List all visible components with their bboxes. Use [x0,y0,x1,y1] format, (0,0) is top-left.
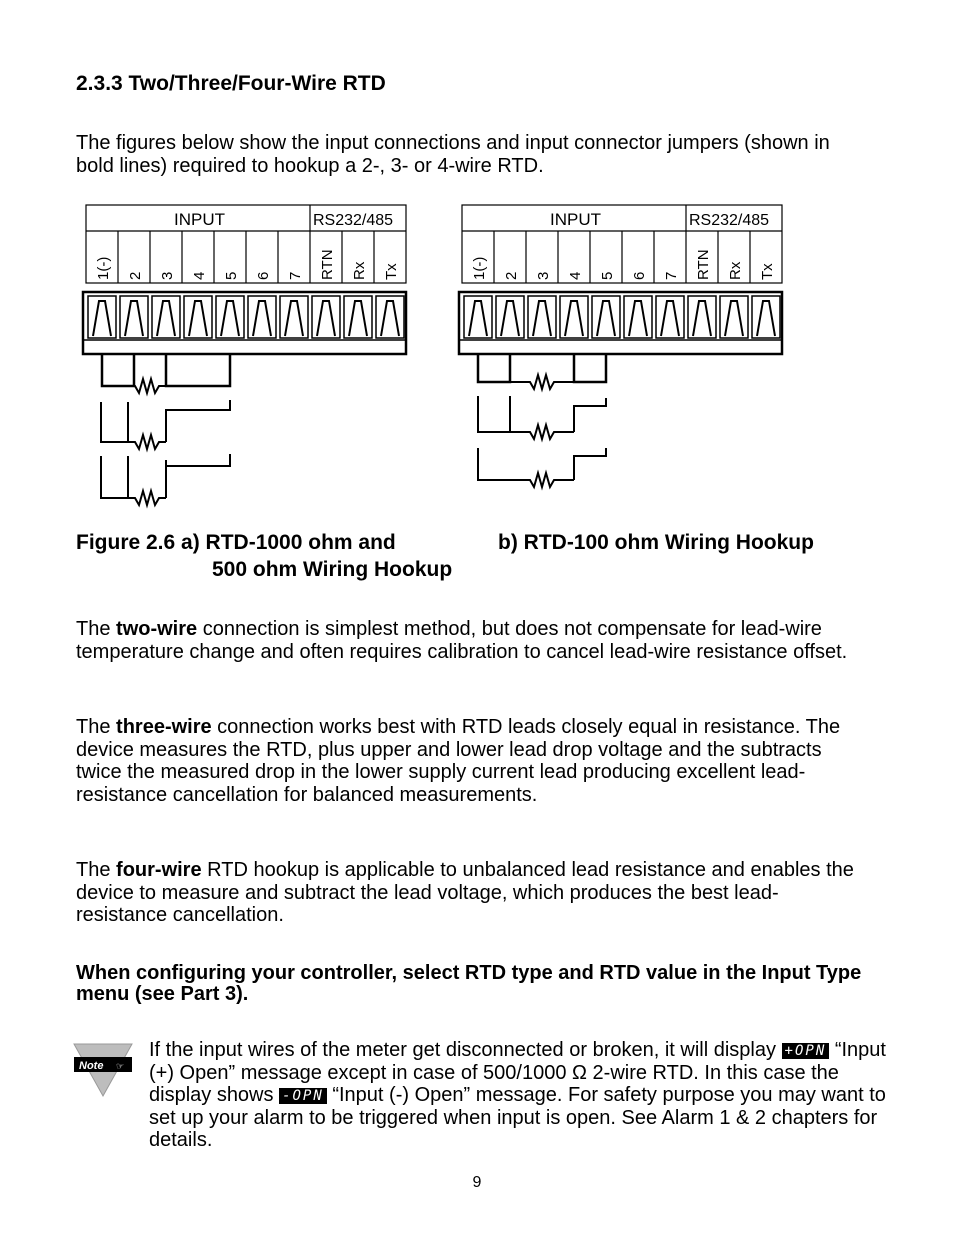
jumper-1-2 [102,354,134,386]
screw-terminal [344,296,372,338]
three-wire-text: connection works best with RTD leads closely equal in resistance. The device measures the RTD, plus upper and lower lead drop voltage and the subtracts twice the measured drop in the lower supply current lead producing excellent lead-resistance cancellation for balanced measurements. [76,716,841,806]
screw-terminal [120,296,148,338]
terminal-clamp [629,301,647,336]
figure-caption-a-line1: Figure 2.6 a) RTD-1000 ohm and [76,531,396,554]
three-wire-term: three-wire [116,716,212,738]
terminal-label: RTN [695,249,712,280]
terminal-label: 5 [223,271,240,280]
terminal-clamp [253,301,271,336]
jumper-wire [166,400,230,442]
jumper-wire [478,448,510,480]
screw-terminal [752,296,780,338]
terminal-clamp [381,301,399,336]
terminal-clamp [189,301,207,336]
note-text-2: “Input (+) Open” message except in case of 500/1000 Ω 2-wire RTD. In this case the display shows [149,1039,886,1106]
terminal-clamp [93,301,111,336]
rtd-resistor-symbol [510,473,574,487]
jumper-4-5 [574,354,606,382]
svg-text:Note: Note [79,1060,104,1072]
input-label: INPUT [550,210,601,229]
terminal-label: 3 [159,271,176,280]
screw-terminal [496,296,524,338]
config-note: When configuring your controller, select RTD type and RTD value in the Input Type menu (see Part 3). [76,962,862,1005]
screw-terminal [528,296,556,338]
terminal-label: Rx [351,261,368,280]
terminal-clamp [661,301,679,336]
terminal-clamp [725,301,743,336]
four-wire-paragraph [76,859,866,927]
terminal-clamp [501,301,519,336]
terminal-clamp [597,301,615,336]
intro-paragraph: The figures below show the input connections and input connector jumpers (shown in bold lines) required to hookup a 2-, 3- or 4-wire RTD. [76,132,830,177]
two-wire-pre: The [76,618,117,640]
jumper-wire [101,402,128,442]
terminal-label: 1(-) [471,256,488,280]
jumper-3-5 [166,354,230,386]
screw-terminal [656,296,684,338]
jumper-wire [101,456,128,498]
page-number: 9 [472,1174,482,1191]
screw-terminal [184,296,212,338]
figure-caption-b: b) RTD-100 ohm Wiring Hookup [498,531,814,554]
screw-terminal [280,296,308,338]
terminal-label: 7 [663,271,680,280]
terminal-label: Rx [727,261,744,280]
two-wire-paragraph [76,618,876,663]
section-title: 2.3.3 Two/Three/Four-Wire RTD [76,72,386,95]
two-wire-term: two-wire [116,618,198,640]
terminal-clamp [469,301,487,336]
terminal-label: Tx [383,263,400,280]
terminal-clamp [285,301,303,336]
screw-terminal [560,296,588,338]
terminal-label: 4 [191,271,208,280]
figure-caption-a-line2: 500 ohm Wiring Hookup [212,558,453,581]
connector-a [83,205,406,505]
screw-terminal [248,296,276,338]
screw-terminal [312,296,340,338]
screw-terminal [216,296,244,338]
terminal-label: Tx [759,263,776,280]
connector-b [459,205,782,487]
terminal-clamp [349,301,367,336]
terminal-label: 6 [631,271,648,280]
four-wire-text: RTD hookup is applicable to unbalanced lead resistance and enables the device to measure and subtract the lead voltage, which produces the best lead-resistance cancellation. [76,859,854,926]
jumper-wire [166,454,230,498]
screw-terminal [592,296,620,338]
screw-terminal [376,296,404,338]
rtd-resistor-symbol [128,435,166,449]
screw-terminal [720,296,748,338]
terminal-label: 2 [127,271,144,280]
four-wire-pre: The [76,859,117,881]
jumper-wire [574,398,606,432]
screw-terminal [152,296,180,338]
terminal-label: 4 [567,271,584,280]
terminal-label: RTN [319,249,336,280]
screw-terminal [624,296,652,338]
four-wire-term: four-wire [116,859,202,881]
rtd-resistor-symbol [128,491,166,505]
terminal-label: 1(-) [95,256,112,280]
screw-terminal [464,296,492,338]
note-paragraph [149,1039,889,1152]
terminal-clamp [317,301,335,336]
terminal-clamp [221,301,239,336]
wiring-diagram-b [456,200,796,520]
display-minus-open: -OPN [279,1088,327,1104]
jumper-wire [478,396,510,432]
screw-terminal [88,296,116,338]
input-label: INPUT [174,210,225,229]
terminal-clamp [693,301,711,336]
rs232-485-label: RS232/485 [313,212,394,229]
svg-text:☞: ☞ [116,1061,125,1071]
display-plus-open: +OPN [782,1043,830,1059]
terminal-clamp [757,301,775,336]
rs232-485-label: RS232/485 [689,212,770,229]
terminal-label: 6 [255,271,272,280]
three-wire-paragraph [76,716,866,806]
three-wire-pre: The [76,716,117,738]
note-icon [72,1042,134,1098]
wiring-diagram-a [80,200,420,520]
terminal-clamp [533,301,551,336]
note-text-3: “Input (-) Open” message. For safety purpose you may want to set up your alarm to be triggered when input is open. See Alarm 1 & 2 chapters for details. [149,1084,886,1151]
terminal-label: 2 [503,271,520,280]
rtd-resistor-symbol [510,425,574,439]
screw-terminal [688,296,716,338]
terminal-label: 7 [287,271,304,280]
terminal-clamp [565,301,583,336]
two-wire-text: connection is simplest method, but does not compensate for lead-wire temperature change and often requires calibration to cancel lead-wire resistance offset. [76,618,848,663]
jumper-1-2 [478,354,510,382]
terminal-label: 5 [599,271,616,280]
jumper-wire [574,448,606,480]
terminal-clamp [125,301,143,336]
note-text-1: If the input wires of the meter get disconnected or broken, it will display [149,1039,782,1061]
rtd-resistor-symbol [510,375,574,389]
terminal-label: 3 [535,271,552,280]
terminal-clamp [157,301,175,336]
